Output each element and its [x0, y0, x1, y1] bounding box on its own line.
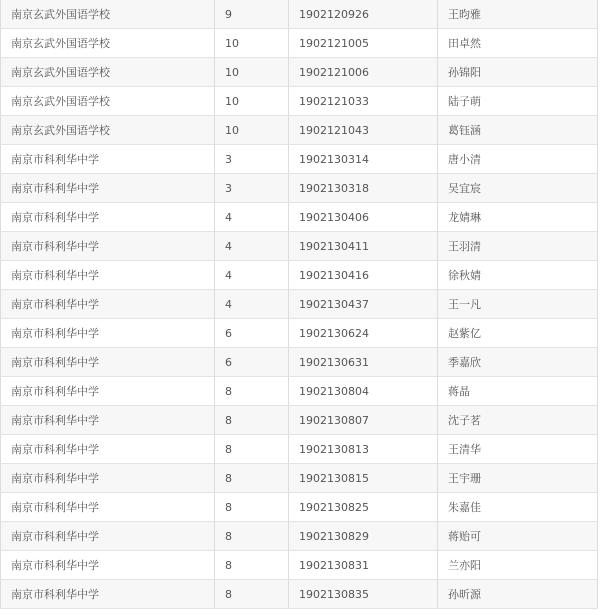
table-row: [1, 87, 598, 116]
school-cell: 南京市科利华中学: [1, 290, 215, 319]
student-name-cell: 唐小清: [438, 145, 598, 174]
school-cell: 南京市科利华中学: [1, 464, 215, 493]
class-cell: 10: [215, 116, 289, 145]
table-row: [1, 348, 598, 377]
class-cell: 8: [215, 493, 289, 522]
table-row: [1, 0, 598, 29]
class-cell: 4: [215, 232, 289, 261]
results-table-body: [1, 0, 598, 609]
student-name-cell: 葛钰涵: [438, 116, 598, 145]
class-cell: 4: [215, 290, 289, 319]
student-name-cell: 蒋贻可: [438, 522, 598, 551]
table-row: [1, 232, 598, 261]
school-cell: 南京玄武外国语学校: [1, 87, 215, 116]
school-cell: 南京市科利华中学: [1, 551, 215, 580]
student-name-cell: 沈子茗: [438, 406, 598, 435]
class-cell: 8: [215, 522, 289, 551]
school-cell: 南京玄武外国语学校: [1, 116, 215, 145]
student-id-cell: 1902130813: [289, 435, 438, 464]
table-row: [1, 174, 598, 203]
class-cell: 9: [215, 0, 289, 29]
student-name-cell: 王昀雅: [438, 0, 598, 29]
school-cell: 南京玄武外国语学校: [1, 58, 215, 87]
table-row: [1, 290, 598, 319]
student-name-cell: 朱嘉佳: [438, 493, 598, 522]
class-cell: 10: [215, 58, 289, 87]
student-name-cell: 徐秋婧: [438, 261, 598, 290]
school-cell: 南京玄武外国语学校: [1, 29, 215, 58]
class-cell: 8: [215, 551, 289, 580]
school-cell: 南京市科利华中学: [1, 232, 215, 261]
class-cell: 4: [215, 261, 289, 290]
student-name-cell: 蒋晶: [438, 377, 598, 406]
school-cell: 南京市科利华中学: [1, 406, 215, 435]
table-row: [1, 435, 598, 464]
class-cell: 8: [215, 435, 289, 464]
student-name-cell: 王清华: [438, 435, 598, 464]
table-row: [1, 261, 598, 290]
class-cell: 6: [215, 319, 289, 348]
school-cell: 南京市科利华中学: [1, 261, 215, 290]
table-row: [1, 58, 598, 87]
student-id-cell: 1902130624: [289, 319, 438, 348]
student-name-cell: 孙锦阳: [438, 58, 598, 87]
school-cell: 南京市科利华中学: [1, 493, 215, 522]
school-cell: 南京市科利华中学: [1, 348, 215, 377]
student-id-cell: 1902121033: [289, 87, 438, 116]
table-row: [1, 319, 598, 348]
student-id-cell: 1902130831: [289, 551, 438, 580]
school-cell: 南京市科利华中学: [1, 522, 215, 551]
table-row: [1, 377, 598, 406]
class-cell: 10: [215, 29, 289, 58]
class-cell: 8: [215, 464, 289, 493]
table-row: [1, 406, 598, 435]
student-name-cell: 陆子萌: [438, 87, 598, 116]
class-cell: 6: [215, 348, 289, 377]
table-row: [1, 145, 598, 174]
school-cell: 南京玄武外国语学校: [1, 0, 215, 29]
student-id-cell: 1902120926: [289, 0, 438, 29]
table-row: [1, 29, 598, 58]
student-name-cell: 季嘉欣: [438, 348, 598, 377]
student-id-cell: 1902130416: [289, 261, 438, 290]
student-id-cell: 1902130825: [289, 493, 438, 522]
student-id-cell: 1902130807: [289, 406, 438, 435]
student-name-cell: 龙婧琳: [438, 203, 598, 232]
student-name-cell: 王羽清: [438, 232, 598, 261]
student-id-cell: 1902130437: [289, 290, 438, 319]
student-id-cell: 1902130829: [289, 522, 438, 551]
student-id-cell: 1902121006: [289, 58, 438, 87]
class-cell: 3: [215, 145, 289, 174]
class-cell: 4: [215, 203, 289, 232]
student-name-cell: 王宇珊: [438, 464, 598, 493]
student-id-cell: 1902121043: [289, 116, 438, 145]
student-name-cell: 王一凡: [438, 290, 598, 319]
student-name-cell: 兰亦阳: [438, 551, 598, 580]
student-id-cell: 1902130314: [289, 145, 438, 174]
class-cell: 8: [215, 377, 289, 406]
table-row: [1, 522, 598, 551]
table-row: [1, 116, 598, 145]
student-id-cell: 1902130631: [289, 348, 438, 377]
student-name-cell: 田卓然: [438, 29, 598, 58]
student-id-cell: 1902130411: [289, 232, 438, 261]
student-name-cell: 吴宜宸: [438, 174, 598, 203]
table-row: [1, 203, 598, 232]
school-cell: 南京市科利华中学: [1, 174, 215, 203]
school-cell: 南京市科利华中学: [1, 377, 215, 406]
student-id-cell: 1902130835: [289, 580, 438, 609]
table-row: [1, 493, 598, 522]
class-cell: 8: [215, 406, 289, 435]
student-id-cell: 1902130815: [289, 464, 438, 493]
student-id-cell: 1902130406: [289, 203, 438, 232]
class-cell: 3: [215, 174, 289, 203]
school-cell: 南京市科利华中学: [1, 580, 215, 609]
student-id-cell: 1902130804: [289, 377, 438, 406]
student-name-cell: 赵紫亿: [438, 319, 598, 348]
table-row: [1, 580, 598, 609]
class-cell: 8: [215, 580, 289, 609]
student-id-cell: 1902130318: [289, 174, 438, 203]
school-cell: 南京市科利华中学: [1, 319, 215, 348]
student-id-cell: 1902121005: [289, 29, 438, 58]
school-cell: 南京市科利华中学: [1, 203, 215, 232]
table-row: [1, 551, 598, 580]
table-row: [1, 464, 598, 493]
school-cell: 南京市科利华中学: [1, 435, 215, 464]
student-name-cell: 孙昕源: [438, 580, 598, 609]
school-cell: 南京市科利华中学: [1, 145, 215, 174]
class-cell: 10: [215, 87, 289, 116]
